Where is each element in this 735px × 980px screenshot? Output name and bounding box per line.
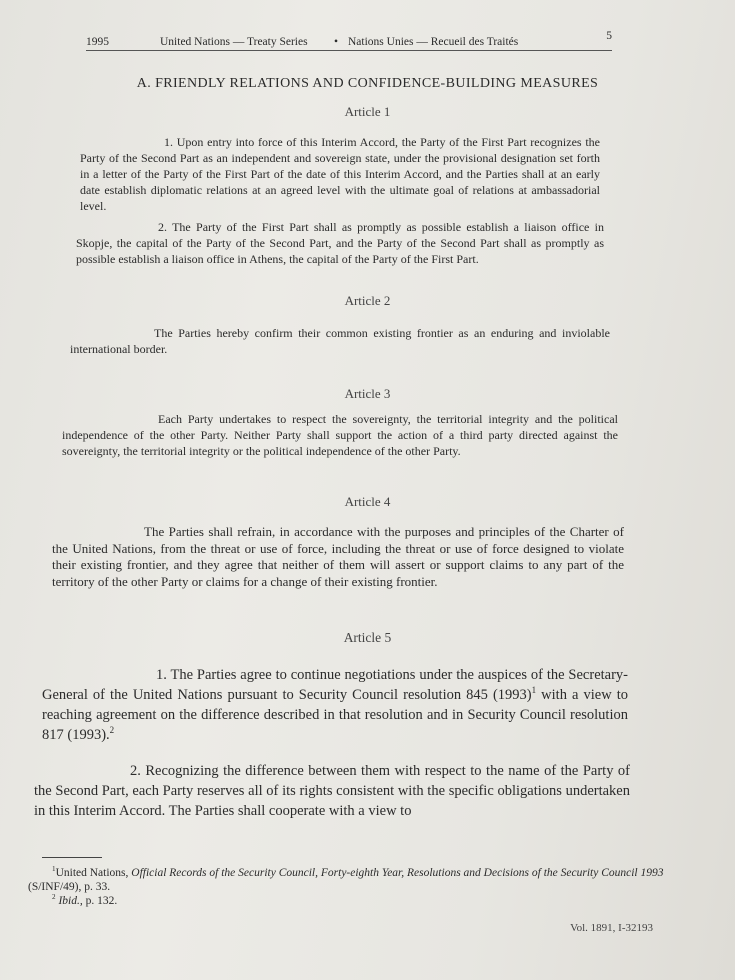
footnote-ref-1[interactable]: 1	[531, 685, 537, 696]
footnote-2-tail: p. 132.	[85, 895, 118, 907]
header-year: 1995	[86, 36, 109, 48]
footnote-1-italic: Official Records of the Security Council, Forty-eighth Year, Resolutions and Decisions of the Security Council 1993	[131, 867, 664, 879]
footnote-2-italic: Ibid.,	[58, 895, 83, 907]
article-5-paragraph-1-text: 1. The Parties agree to continue negotiations under the auspices of the Secretary-General of the United Nations pursuant to Security Council resolution 845 (1993)	[42, 667, 628, 703]
article-1-paragraph-2: 2. The Party of the First Part shall as promptly as possible establish a liaison office in Skopje, the capital of the Party of the Second Part, and the Party of the Second Part shall as promptly as possible establish a liaison office in Athens, the capital of the Party of the First Part.	[76, 220, 604, 266]
section-title: A. FRIENDLY RELATIONS AND CONFIDENCE-BUILDING MEASURES	[136, 76, 599, 91]
volume-reference: Vol. 1891, I-32193	[570, 922, 653, 934]
article-5-paragraph-1-cont: with a view to reaching agreement on the difference described in that resolution and in Security Council resolution 817 (1993).	[42, 687, 628, 743]
header-title-french: Nations Unies — Recueil des Traités	[348, 36, 519, 48]
article-3-title: Article 3	[344, 386, 391, 401]
footnote-1-plain: United Nations,	[55, 867, 129, 879]
footnote-ref-2[interactable]: 2	[109, 725, 115, 736]
article-1-paragraph-1: 1. Upon entry into force of this Interim Accord, the Party of the First Part recognizes the Party of the Second Part as an independent and sovereign state, under the provisional designation set forth in a letter of the Party of the First Part of the date of this Interim Accord, and the Parties shall at an early date establish diplomatic relations at an agreed level with the ultimate goal of relations at ambassadorial level.	[80, 135, 600, 213]
article-5-paragraph-1	[42, 665, 628, 745]
footnote-2-mark: 2	[52, 893, 56, 902]
footnote-1	[28, 866, 678, 894]
running-header	[86, 28, 612, 51]
footnote-1-tail: (S/INF/49), p. 33.	[28, 881, 111, 893]
article-1-title: Article 1	[344, 104, 391, 119]
article-5-title: Article 5	[343, 630, 392, 645]
article-2-paragraph: The Parties hereby confirm their common existing frontier as an enduring and inviolable international border.	[70, 326, 610, 356]
article-4-title: Article 4	[344, 494, 391, 509]
article-4-paragraph: The Parties shall refrain, in accordance with the purposes and principles of the Charter of the United Nations, from the threat or use of force, including the threat or use of force designed to violate their existing frontier, and they agree that neither of them will assert or support claims to any part of the territory of the other Party or claims for a change of their existing frontier.	[52, 524, 624, 589]
article-3-paragraph: Each Party undertakes to respect the sovereignty, the territorial integrity and the political independence of the other Party. Neither Party shall support the action of a third party directed against the sovereignty, the territorial integrity or the political independence of the other Party.	[62, 412, 618, 458]
footnote-1-mark: 1	[52, 865, 56, 874]
article-5-paragraph-2: 2. Recognizing the difference between them with respect to the name of the Party of the Second Part, each Party reserves all of its rights consistent with the specific obligations undertaken in this Interim Accord. The Parties shall cooperate with a view to	[34, 763, 630, 819]
header-title-english: United Nations — Treaty Series	[160, 36, 308, 48]
article-2-title: Article 2	[344, 293, 391, 308]
page-number: 5	[606, 30, 612, 42]
footnote-divider	[42, 857, 102, 858]
footnote-2	[52, 894, 702, 908]
header-separator: •	[334, 36, 339, 48]
